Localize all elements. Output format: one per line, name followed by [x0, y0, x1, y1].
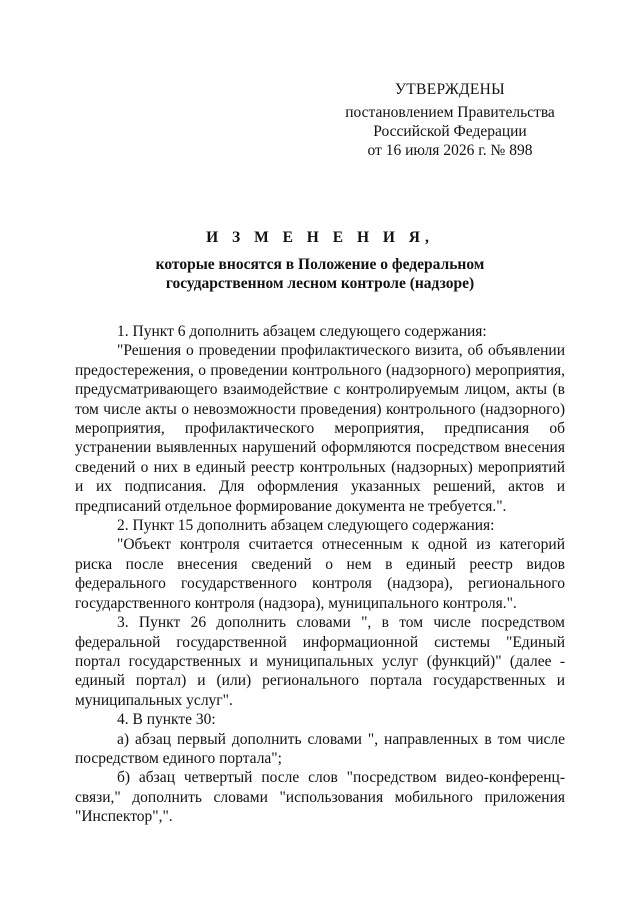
document-subtitle-line-2: государственном лесном контроле (надзоре) [165, 275, 475, 292]
document-title: И З М Е Н Е Н И Я, [206, 229, 434, 246]
approval-line-2: Российской Федерации [373, 123, 527, 140]
paragraph-quote-2: "Объект контроля считается отнесенным к одной из категорий риска после внесения сведений о нем в единый реестр видов федерального государственного контроля (надзора), регионального государственного контроля (надзора), муниципального контроля.". [75, 536, 565, 612]
paragraph-quote-1: "Решения о проведении профилактического визита, об объявлении предостережения, о проведении контрольного (надзорного) мероприятия, предусматривающего взаимодействие с контролируемым лицом, акты (в том числе акты о невозможности проведения) контрольного (надзорного) мероприятия, профилактического мероприятия, предписания об устранении выявленных нарушений оформляются посредством внесения сведений о них в единый реестр контрольных (надзорных) мероприятий и их подписания. Для оформления указанных решений, актов и предписаний отдельное формирование документа не требуется.". [75, 342, 565, 515]
paragraph-item-4: 4. В пункте 30: [117, 711, 216, 729]
paragraph-item-4a: а) абзац первый дополнить словами ", направленных в том числе посредством единого портала"; [75, 730, 565, 767]
approved-title: УТВЕРЖДЕНЫ [395, 81, 505, 98]
document-body [75, 322, 565, 827]
document-heading [70, 228, 570, 293]
paragraph-item-3: 3. Пункт 26 дополнить словами ", в том числе посредством федеральной государственной информационной системы "Единый портал государственных и муниципальных услуг (функций)" (далее - единый портал) и (или) регионального портала государственных и муниципальных услуг". [75, 614, 565, 709]
paragraph-item-2: 2. Пункт 15 дополнить абзацем следующего содержания: [117, 517, 495, 535]
approval-line-3: от 16 июля 2026 г. № 898 [367, 142, 533, 159]
approval-block [330, 80, 570, 160]
document-subtitle-line-1: которые вносятся в Положение о федеральном [155, 256, 485, 273]
paragraph-item-1: 1. Пункт 6 дополнить абзацем следующего содержания: [117, 323, 487, 340]
approval-line-1: постановлением Правительства [345, 104, 555, 121]
paragraph-item-4b: б) абзац четвертый после слов "посредством видео-конференц-связи," дополнить словами "использования мобильного приложения "Инспектор",". [75, 769, 565, 826]
